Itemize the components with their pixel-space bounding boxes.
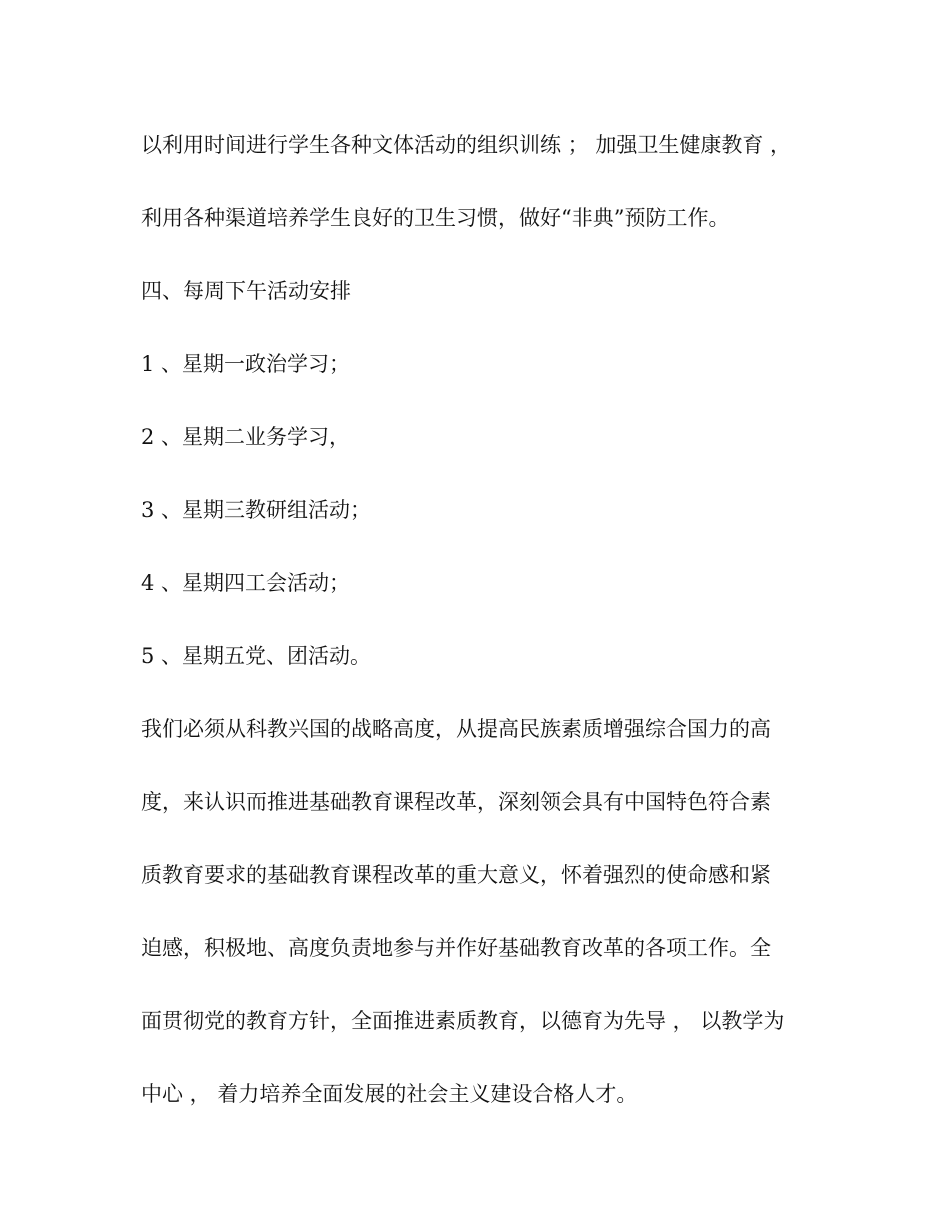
text-line: 度，来认识而推进基础教育课程改革，深刻领会具有中国特色符合素 — [141, 790, 771, 814]
text-line: 以利用时间进行学生各种文体活动的组织训练 ； 加强卫生健康教育 ， — [141, 133, 792, 157]
text-line: 质教育要求的基础教育课程改革的重大意义，怀着强烈的使命感和紧 — [141, 863, 771, 887]
list-item: 2 、星期二业务学习， — [141, 425, 351, 449]
list-item: 1 、星期一政治学习； — [141, 352, 351, 376]
list-item: 5 、星期五党、团活动。 — [141, 644, 372, 668]
text-line: 利用各种渠道培养学生良好的卫生习惯，做好“非典”预防工作。 — [141, 206, 730, 230]
list-item: 4 、星期四工会活动； — [141, 571, 351, 595]
text-line: 面贯彻党的教育方针，全面推进素质教育，以德育为先导 ， 以教学为 — [141, 1009, 785, 1033]
text-line: 我们必须从科教兴国的战略高度，从提高民族素质增强综合国力的高 — [141, 717, 771, 741]
text-line: 迫感，积极地、高度负责地参与并作好基础教育改革的各项工作。全 — [141, 936, 771, 960]
list-item: 3 、星期三教研组活动； — [141, 498, 372, 522]
section-heading: 四、每周下午活动安排 — [141, 279, 351, 303]
document-body — [141, 124, 821, 1146]
text-line: 中心 ， 着力培养全面发展的社会主义建设合格人才。 — [141, 1082, 638, 1106]
